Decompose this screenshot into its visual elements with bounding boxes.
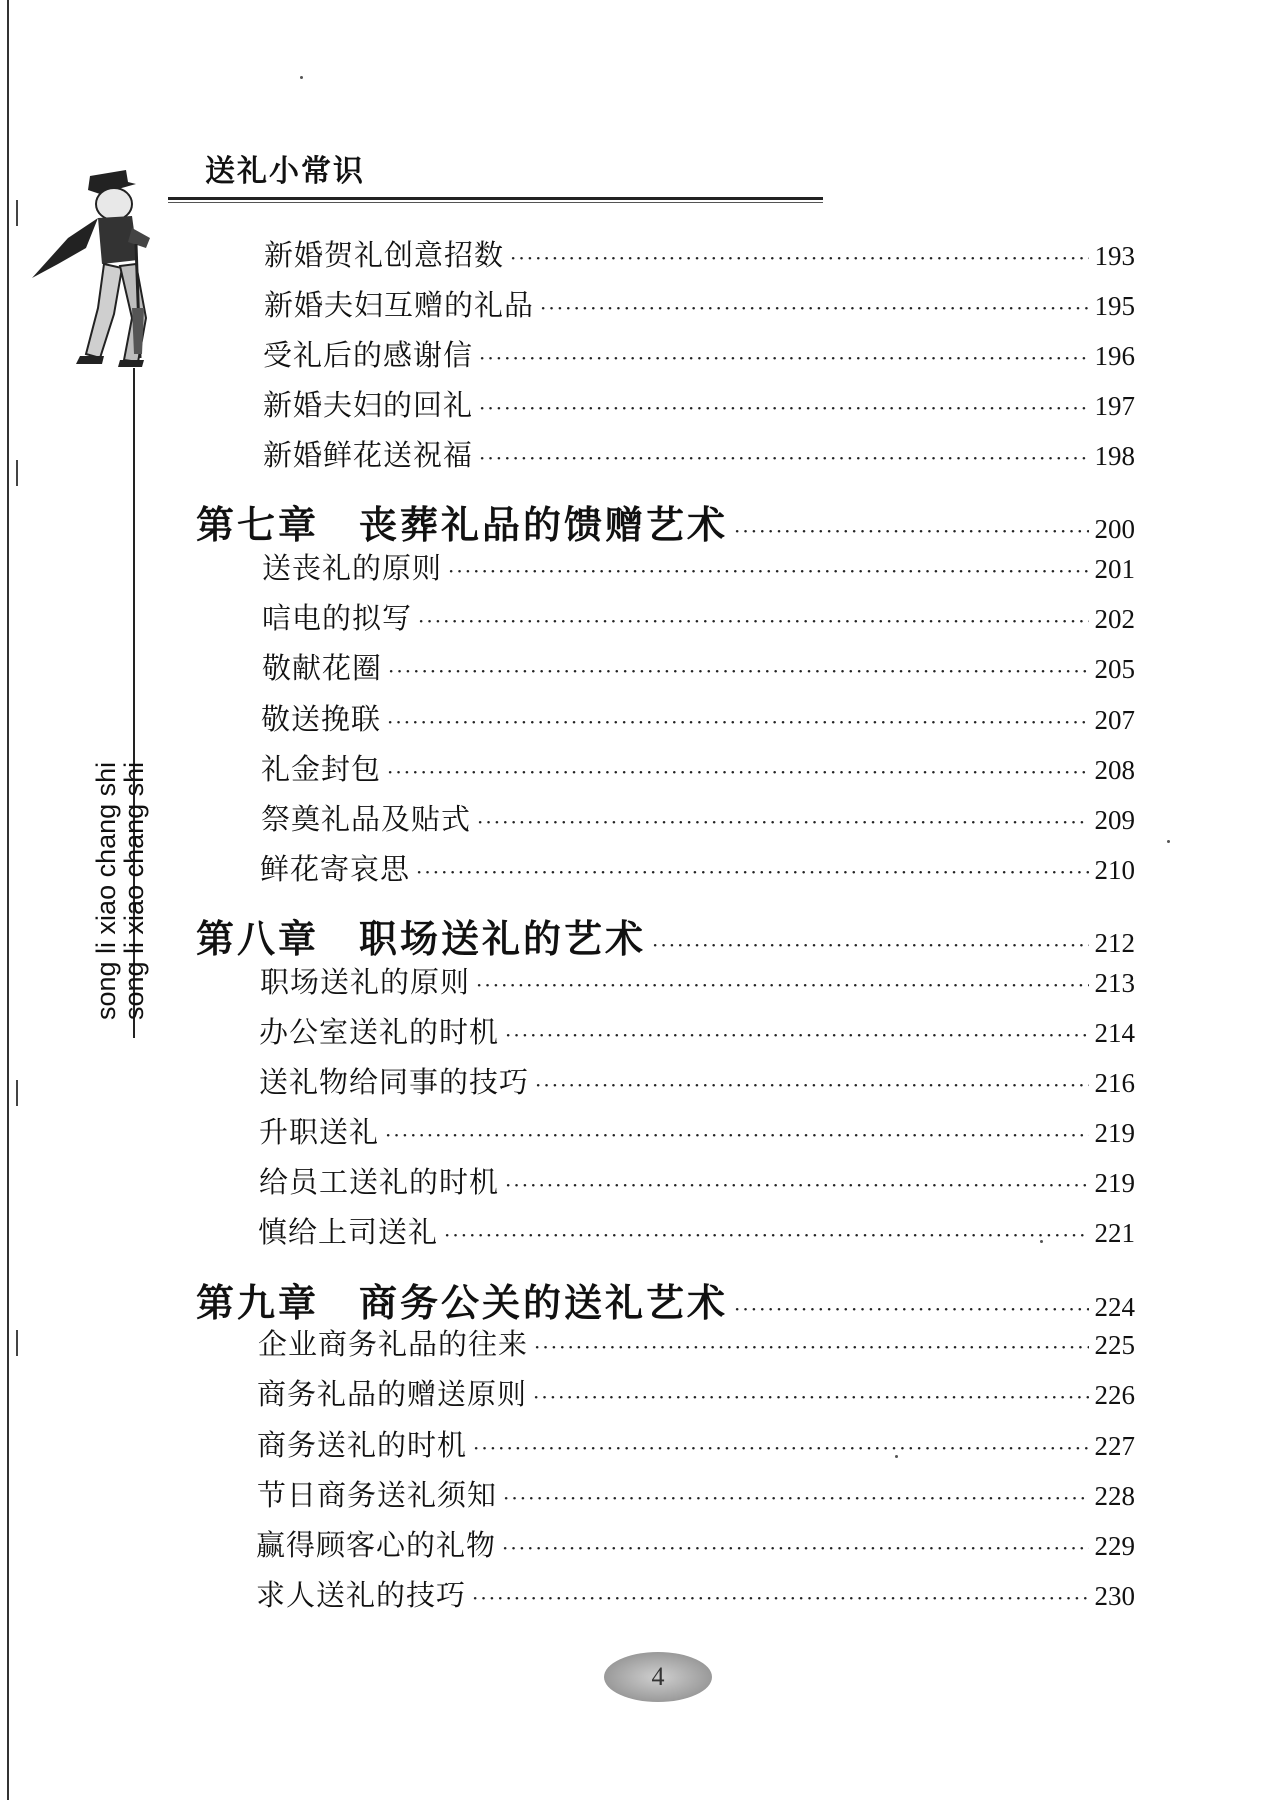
dot-leader (479, 346, 1088, 370)
toc-page-number: 228 (1094, 1481, 1135, 1511)
toc-page-number: 196 (1094, 341, 1135, 371)
scan-edge-tick (16, 460, 18, 486)
toc-page-number: 195 (1094, 291, 1135, 321)
dot-leader (535, 1073, 1088, 1097)
toc-entry-title: 唁电的拟写 (262, 601, 413, 635)
toc-entry-title: 商务礼品的赠送原则 (257, 1377, 528, 1411)
toc-entry-title: 敬献花圈 (262, 651, 383, 685)
toc-page-number: 219 (1094, 1168, 1135, 1198)
scan-edge-line (7, 0, 9, 1800)
dot-leader (734, 519, 1088, 543)
toc-entry-row[interactable] (259, 1110, 1135, 1151)
toc-entry-row[interactable] (263, 383, 1135, 424)
toc-page-number: 224 (1094, 1292, 1135, 1322)
toc-entry-row[interactable] (261, 747, 1135, 788)
chapter-title: 商务公关的送礼艺术 (359, 1281, 729, 1325)
side-pinyin-line: song li xiao chang shi (119, 761, 149, 1020)
dot-leader (385, 1123, 1088, 1147)
toc-entry-row[interactable] (262, 646, 1135, 687)
dot-leader (473, 1436, 1088, 1460)
toc-entry-title: 送丧礼的原则 (262, 551, 443, 585)
header-rule (168, 197, 823, 200)
toc-page-number: 221 (1094, 1218, 1135, 1248)
dot-leader (540, 296, 1088, 320)
scan-edge-tick (16, 1080, 18, 1106)
toc-entry-title: 升职送礼 (259, 1115, 380, 1149)
dot-leader (418, 609, 1088, 633)
toc-entry-row[interactable] (257, 1473, 1135, 1514)
toc-entry-row[interactable] (263, 333, 1135, 374)
toc-entry-title: 办公室送礼的时机 (259, 1015, 500, 1049)
toc-entry-row[interactable] (258, 1210, 1135, 1251)
toc-page-number: 213 (1094, 968, 1135, 998)
side-pinyin-line: song li xiao chang shi (91, 761, 121, 1020)
dot-leader (734, 1297, 1088, 1321)
toc-entry-row[interactable] (261, 697, 1135, 738)
toc-chapter-title (196, 1272, 728, 1327)
toc-entry-title: 求人送礼的技巧 (256, 1578, 467, 1612)
chapter-number: 第八章 (196, 917, 320, 961)
toc-entry-row[interactable] (263, 433, 1135, 474)
toc-entry-title: 鲜花寄哀思 (260, 852, 411, 886)
running-header-title: 送礼小常识 (205, 154, 365, 189)
toc-entry-title: 新婚鲜花送祝福 (263, 438, 474, 472)
toc-chapter-title (196, 908, 646, 963)
toc-entry-title: 受礼后的感谢信 (263, 338, 474, 372)
toc-entry-row[interactable] (261, 797, 1135, 838)
toc-entry-title: 给员工送礼的时机 (259, 1165, 500, 1199)
toc-page-number: 197 (1094, 391, 1135, 421)
dot-leader (387, 710, 1088, 734)
dot-leader (505, 1023, 1088, 1047)
dot-leader (534, 1335, 1088, 1359)
gentleman-illustration (28, 168, 158, 368)
toc-entry-row[interactable] (257, 1372, 1135, 1413)
toc-entry-row[interactable] (262, 596, 1135, 637)
toc-entry-title: 节日商务送礼须知 (257, 1478, 498, 1512)
toc-entry-title: 慎给上司送礼 (258, 1215, 439, 1249)
side-pinyin-label (92, 762, 148, 1020)
scan-edge-tick (16, 1330, 18, 1356)
chapter-title: 丧葬礼品的馈赠艺术 (359, 503, 729, 547)
dot-leader (479, 396, 1088, 420)
page-number: 4 (651, 1662, 665, 1691)
page-number-badge (604, 1652, 712, 1702)
dot-leader (477, 810, 1088, 834)
toc-page-number: 200 (1094, 514, 1135, 544)
dot-leader (503, 1486, 1088, 1510)
chapter-title: 职场送礼的艺术 (359, 917, 647, 961)
toc-entry-title: 商务送礼的时机 (257, 1428, 468, 1462)
toc-entry-row[interactable] (259, 1060, 1135, 1101)
dot-leader (652, 933, 1088, 957)
toc-page-number: 201 (1094, 554, 1135, 584)
toc-entry-title: 新婚夫妇互赠的礼品 (264, 288, 535, 322)
scan-edge-tick (16, 200, 18, 226)
toc-page-number: 229 (1094, 1531, 1135, 1561)
toc-entry-title: 礼金封包 (261, 752, 382, 786)
toc-entry-row[interactable] (264, 233, 1135, 274)
toc-entry-title: 送礼物给同事的技巧 (259, 1065, 530, 1099)
dot-leader (476, 973, 1088, 997)
dot-leader (479, 446, 1088, 470)
toc-entry-title: 祭奠礼品及贴式 (261, 802, 472, 836)
toc-entry-title: 敬送挽联 (261, 702, 382, 736)
toc-page-number: 202 (1094, 604, 1135, 634)
toc-entry-row[interactable] (260, 847, 1135, 888)
toc-page-number: 212 (1094, 928, 1135, 958)
toc-page-number: 225 (1094, 1330, 1135, 1360)
toc-entry-row[interactable] (258, 1322, 1135, 1363)
toc-chapter-row[interactable] (196, 494, 1135, 549)
dot-leader (388, 659, 1088, 683)
chapter-number: 第七章 (196, 503, 320, 547)
dot-leader (510, 246, 1088, 270)
toc-entry-row[interactable] (256, 1523, 1135, 1564)
toc-entry-row[interactable] (259, 1160, 1135, 1201)
toc-entry-title: 职场送礼的原则 (260, 965, 471, 999)
toc-page-number: 193 (1094, 241, 1135, 271)
toc-page-number: 208 (1094, 755, 1135, 785)
toc-page-number: 216 (1094, 1068, 1135, 1098)
scan-speck (300, 76, 303, 79)
toc-chapter-row[interactable] (196, 908, 1135, 963)
dot-leader (448, 559, 1088, 583)
toc-page-number: 230 (1094, 1581, 1135, 1611)
toc-page-number: 214 (1094, 1018, 1135, 1048)
toc-page-number: 198 (1094, 441, 1135, 471)
dot-leader (416, 860, 1088, 884)
dot-leader (502, 1536, 1088, 1560)
toc-page-number: 226 (1094, 1380, 1135, 1410)
scan-speck (1167, 840, 1170, 843)
toc-entry-row[interactable] (256, 1573, 1135, 1614)
toc-page-number: 207 (1094, 705, 1135, 735)
toc-entry-row[interactable] (259, 1010, 1135, 1051)
toc-entry-row[interactable] (264, 283, 1135, 324)
header-rule-thin (168, 202, 823, 203)
toc-page-number: 219 (1094, 1118, 1135, 1148)
toc-page-number: 205 (1094, 654, 1135, 684)
scan-speck (1040, 1240, 1043, 1243)
toc-entry-title: 新婚夫妇的回礼 (263, 388, 474, 422)
toc-entry-title: 企业商务礼品的往来 (258, 1327, 529, 1361)
toc-page-number: 210 (1094, 855, 1135, 885)
scan-speck (895, 1455, 898, 1458)
toc-entry-row[interactable] (260, 960, 1135, 1001)
toc-entry-title: 赢得顾客心的礼物 (256, 1528, 497, 1562)
dot-leader (472, 1586, 1088, 1610)
toc-page-number: 209 (1094, 805, 1135, 835)
dot-leader (387, 760, 1088, 784)
toc-entry-row[interactable] (257, 1423, 1135, 1464)
chapter-number: 第九章 (196, 1281, 320, 1325)
toc-entry-row[interactable] (262, 546, 1135, 587)
dot-leader (444, 1223, 1088, 1247)
dot-leader (533, 1385, 1088, 1409)
toc-chapter-row[interactable] (196, 1272, 1135, 1327)
dot-leader (505, 1173, 1088, 1197)
toc-page-number: 227 (1094, 1431, 1135, 1461)
toc-entry-title: 新婚贺礼创意招数 (264, 238, 505, 272)
toc-chapter-title (196, 494, 728, 549)
